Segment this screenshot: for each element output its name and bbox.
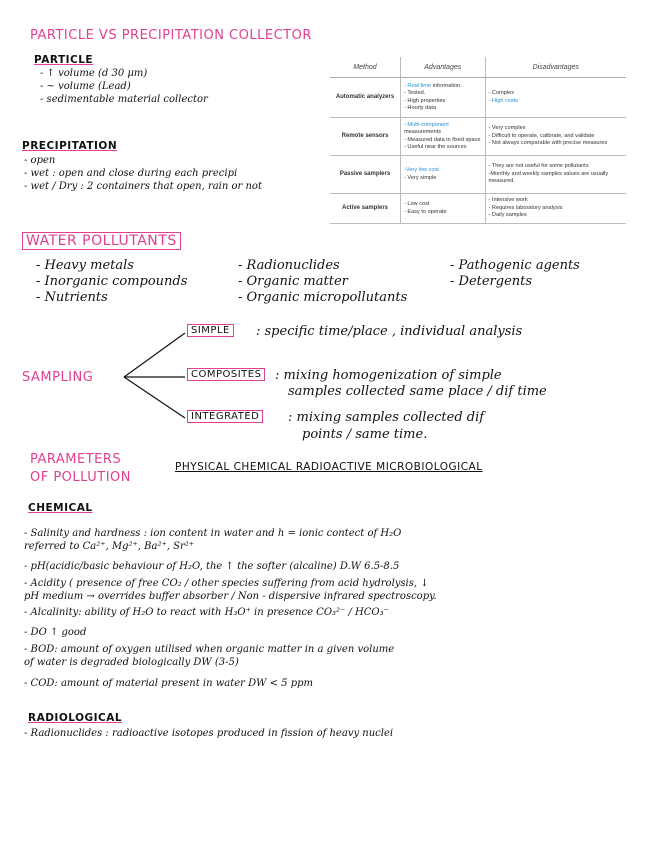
method-cell: Automatic analyzers	[330, 78, 401, 118]
precipitation-heading: PRECIPITATION	[22, 140, 118, 152]
advantages-cell: - Low cost - Easy to operate	[401, 194, 486, 224]
sampling-label: SAMPLING	[22, 370, 94, 385]
method-cell: Active samplers	[330, 194, 401, 224]
chemical-line: - Alcalinity: ability of H₂O to react with H₃O⁺ in presence CO₃²⁻ / HCO₃⁻	[24, 607, 389, 618]
chemical-heading: CHEMICAL	[28, 502, 93, 514]
method-cell: Remote sensors	[330, 118, 401, 156]
chemical-line: - Salinity and hardness : ion content in water and h = ionic contect of H₂O	[24, 528, 402, 539]
list-item: - wet : open and close during each precipi	[24, 168, 238, 179]
disadvantages-cell: - Intensive work - Requires laboratory analysis - Daily samples	[485, 194, 626, 224]
parameters-label: PARAMETERS	[30, 452, 122, 467]
parameters-label-2: OF POLLUTION	[30, 470, 131, 485]
list-item: - ↑ volume (d 30 μm)	[40, 68, 148, 79]
chemical-line: of water is degraded biologically DW (3-5)	[24, 657, 239, 668]
list-item: - Heavy metals	[36, 258, 134, 273]
simple-text: : specific time/place , individual analysis	[256, 324, 523, 339]
method-cell: Passive samplers	[330, 156, 401, 194]
page-title: PARTICLE VS PRECIPITATION COLLECTOR	[30, 28, 312, 43]
advantages-cell: - Multi-component measurements - Measured data in fixed space - Useful near the sources	[401, 118, 486, 156]
composites-text-2: samples collected same place / dif time	[288, 384, 547, 399]
water-pollutants-heading: WATER POLLUTANTS	[22, 232, 181, 250]
list-item: - open	[24, 155, 56, 166]
list-item: - Organic matter	[238, 274, 348, 289]
integrated-text-2: points / same time.	[302, 427, 428, 442]
disadvantages-cell: - Complex - High costs	[485, 78, 626, 118]
simple-tag: SIMPLE	[187, 324, 234, 337]
chemical-line: - DO ↑ good	[24, 627, 87, 638]
list-item: - wet / Dry : 2 containers that open, rain or not	[24, 181, 262, 192]
integrated-tag: INTEGRATED	[187, 410, 263, 423]
chemical-line: pH medium → overrides buffer absorber / Non - dispersive infrared spectroscopy.	[24, 591, 437, 602]
list-item: - Detergents	[450, 274, 533, 289]
list-item: - Pathogenic agents	[450, 258, 580, 273]
list-item: - Organic micropollutants	[238, 290, 408, 305]
composites-tag: COMPOSITES	[187, 368, 265, 381]
chemical-line: referred to Ca²⁺, Mg²⁺, Ba²⁺, Sr²⁺	[24, 541, 195, 552]
col-method: Method	[330, 57, 401, 78]
list-item: - ~ volume (Lead)	[40, 81, 131, 92]
radiological-heading: RADIOLOGICAL	[28, 712, 123, 724]
list-item: - Inorganic compounds	[36, 274, 188, 289]
col-advantages: Advantages	[401, 57, 486, 78]
advantages-cell: - Real time information. - Tested. - High properties - Hourly data	[401, 78, 486, 118]
disadvantages-cell: - Very complex - Difficult to operate, calibrate, and validate - Not always comparable with precise measures	[485, 118, 626, 156]
advantages-cell: -Very low cost - Very simple	[401, 156, 486, 194]
chemical-line: - COD: amount of material present in water DW < 5 ppm	[24, 678, 313, 689]
composites-text: : mixing homogenization of simple	[275, 368, 502, 383]
chemical-line: - pH(acidic/basic behaviour of H₂O, the ↑ the softer (alcaline) D.W 6.5-8.5	[24, 561, 400, 572]
list-item: - Nutrients	[36, 290, 108, 305]
particle-heading: PARTICLE	[34, 54, 94, 66]
disadvantages-cell: - They are not useful for some pollutants -Monthly and weekly samples values are usually measured.	[485, 156, 626, 194]
list-item: - sedimentable material collector	[40, 94, 208, 105]
col-disadvantages: Disadvantages	[485, 57, 626, 78]
parameter-types: PHYSICAL CHEMICAL RADIOACTIVE MICROBIOLOGICAL	[175, 461, 483, 473]
integrated-text: : mixing samples collected dif	[288, 410, 485, 425]
chemical-line: - BOD: amount of oxygen utilised when organic matter in a given volume	[24, 644, 395, 655]
radiological-line: - Radionuclides : radioactive isotopes produced in fission of heavy nuclei	[24, 728, 394, 739]
list-item: - Radionuclides	[238, 258, 340, 273]
chemical-line: - Acidity ( presence of free CO₂ / other species suffering from acid hydrolysis, ↓	[24, 578, 429, 589]
highlight-text: - Real time	[404, 82, 432, 89]
